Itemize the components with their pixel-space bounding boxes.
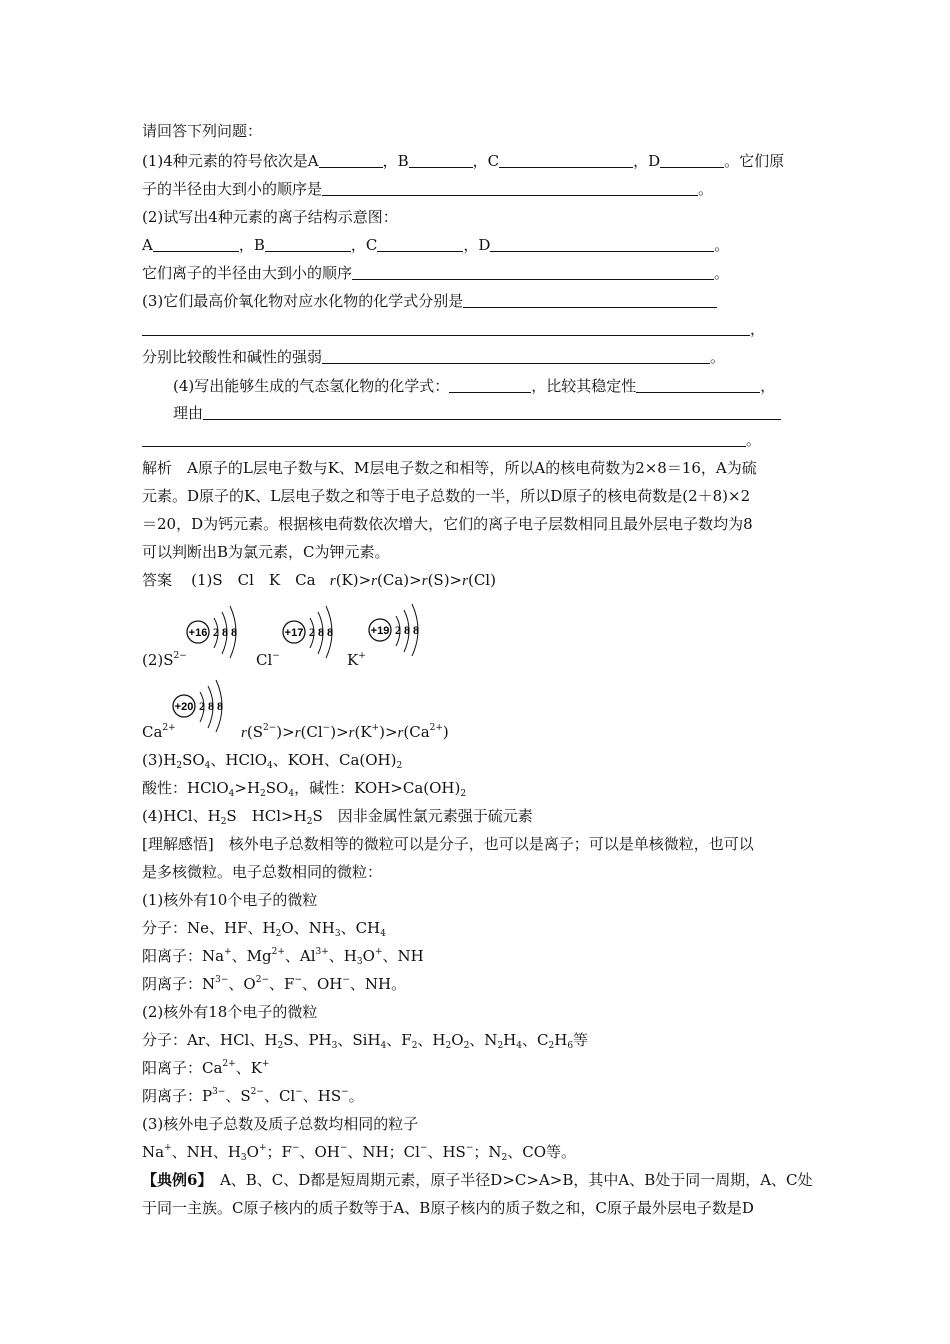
text: S 因非金属性氯元素强于硫元素 xyxy=(312,807,533,825)
sub: 2 xyxy=(220,817,227,827)
text: 、C xyxy=(522,1031,549,1049)
q3-compare-line xyxy=(142,347,725,367)
text: S、PH xyxy=(283,1031,332,1049)
text: 、KOH、Ca(OH) xyxy=(272,751,397,769)
sup: 2− xyxy=(255,975,270,985)
sup: 3− xyxy=(212,1087,226,1097)
q2-d: ，D xyxy=(463,236,491,254)
nucleus-label: +20 xyxy=(174,701,194,713)
text: O xyxy=(451,1031,464,1049)
ion-diagram-s xyxy=(184,598,254,660)
analysis-line1: 解析 A原子的L层电子数与K、M层电子数之和相等，所以A的核电荷数为2×8＝16，A为硫 xyxy=(142,459,757,477)
order-ca: (Ca xyxy=(403,723,430,741)
r-symbol: r xyxy=(462,573,468,589)
text: 、S xyxy=(225,1087,251,1105)
q1-radius-text: 子的半径由大到小的顺序是 xyxy=(142,180,323,198)
text: ；N xyxy=(473,1143,502,1161)
text: 、Al xyxy=(284,947,316,965)
text: 阴离子：N xyxy=(142,975,216,993)
q3-blank-2[interactable] xyxy=(142,321,750,336)
text: ；F xyxy=(266,1143,292,1161)
sup: − xyxy=(339,1143,348,1153)
q1-blank-d[interactable] xyxy=(660,153,724,168)
sub: 2 xyxy=(501,1153,508,1163)
ion-k-charge: + xyxy=(358,651,366,661)
insight-cations-18 xyxy=(142,1058,269,1078)
text: SO xyxy=(182,751,205,769)
text: O、NH xyxy=(281,919,335,937)
example-line2: 于同一主族。C原子核内的质子数等于A、B原子核内的质子数之和，C原子最外层电子数是D xyxy=(142,1199,754,1217)
sub: 2 xyxy=(260,789,266,799)
r-s: (S)> xyxy=(427,571,463,589)
sub: 4 xyxy=(267,761,273,771)
sub: 2 xyxy=(275,929,282,939)
q2-title: (2)试写出4种元素的离子结构示意图： xyxy=(142,208,398,226)
ion-k: K xyxy=(347,651,359,669)
q4-title: (4)写出能够生成的气态氢化物的化学式： xyxy=(173,377,450,395)
text: 。 xyxy=(348,1087,364,1105)
answer-4 xyxy=(142,806,533,826)
answer-2-number: (2) xyxy=(142,651,164,669)
sub: 2 xyxy=(411,1041,418,1051)
text: H xyxy=(503,1031,517,1049)
text: 、OH xyxy=(301,975,343,993)
text: Na xyxy=(142,1143,165,1161)
ion-ca-charge: 2+ xyxy=(162,723,176,733)
text: 、NH；Cl xyxy=(347,1143,420,1161)
shell-electrons: 2 8 8 xyxy=(395,623,419,637)
ion-cl-label xyxy=(256,650,280,670)
text: >H xyxy=(234,779,261,797)
r-symbol: r xyxy=(421,573,428,589)
q3-compare: 分别比较酸性和碱性的强弱 xyxy=(142,348,323,366)
q1-blank-radius[interactable] xyxy=(322,181,698,196)
ion-diagram-ca xyxy=(170,672,240,734)
example-text-1: A、B、C、D都是短周期元素，原子半径D>C>A>B，其中A、B处于同一周期，A、C处 xyxy=(204,1171,813,1189)
q2-blank-b[interactable] xyxy=(265,237,351,252)
insight-cations-10 xyxy=(142,946,424,966)
q4-line xyxy=(173,376,775,396)
text: H xyxy=(554,1031,568,1049)
q4-blank-3[interactable] xyxy=(203,405,781,420)
text: 阳离子：Ca xyxy=(142,1059,223,1077)
order-gt: )> xyxy=(276,723,295,741)
q2-blank-radius[interactable] xyxy=(352,265,714,280)
insight-t18: (2)核外有18个电子的微粒 xyxy=(142,1003,318,1021)
shell-electrons: 2 8 8 xyxy=(199,699,223,713)
ion-diagram-k xyxy=(366,596,436,658)
q3-comma: ， xyxy=(750,320,766,338)
answer-1-symbols: (1)S Cl K Ca xyxy=(191,571,316,589)
sup: − xyxy=(295,1087,303,1097)
text: 、N xyxy=(469,1031,498,1049)
q4-end: 。 xyxy=(746,431,762,449)
q3-blank-3[interactable] xyxy=(322,349,710,364)
text: 阳离子：Na xyxy=(142,947,225,965)
q4-reason: 理由 xyxy=(173,404,204,422)
text: 、F xyxy=(269,975,295,993)
q2-blank-a[interactable] xyxy=(153,237,239,252)
text: 、F xyxy=(386,1031,412,1049)
r-symbol: r xyxy=(371,573,378,589)
r-symbol: r xyxy=(241,725,247,741)
insight-anions-18 xyxy=(142,1086,364,1106)
ion-ca: Ca xyxy=(142,723,163,741)
order-s: (S xyxy=(246,723,263,741)
ion-cl: Cl xyxy=(256,651,273,669)
sub: 3 xyxy=(334,929,341,939)
q3-end: 。 xyxy=(710,348,726,366)
order-gt: )> xyxy=(330,723,349,741)
text: 、OH xyxy=(299,1143,340,1161)
q1-a: (1)4种元素的符号依次是A xyxy=(142,152,319,170)
sub: 4 xyxy=(516,1041,522,1051)
q1-b: ，B xyxy=(382,152,409,170)
ion-ca-label xyxy=(142,722,176,742)
text: 、SiH xyxy=(337,1031,381,1049)
nucleus-label: +16 xyxy=(188,627,208,639)
sub: 4 xyxy=(380,929,386,939)
r-symbol: r xyxy=(294,725,301,741)
q4-blank-2[interactable] xyxy=(636,378,760,393)
q4-mid: ，比较其稳定性 xyxy=(531,377,637,395)
sub: 3 xyxy=(356,957,363,967)
sub: 2 xyxy=(497,1041,504,1051)
ion-diagram-cl xyxy=(280,598,350,660)
r-symbol: r xyxy=(397,725,404,741)
ion-s-charge: 2− xyxy=(173,651,187,661)
q1-d: ，D xyxy=(633,152,661,170)
q2-radius-line xyxy=(142,263,729,283)
q3-title-line xyxy=(142,291,717,311)
text: 、H xyxy=(328,947,357,965)
example-line1 xyxy=(142,1170,813,1190)
text: (3)H xyxy=(142,751,177,769)
q2-line xyxy=(142,235,729,255)
sub: 2 xyxy=(306,817,313,827)
sup: + xyxy=(261,1059,270,1069)
insight-line1: [理解感悟] 核外电子总数相等的微粒可以是分子，也可以是离子；可以是单核微粒，也可以 xyxy=(142,835,754,853)
sup: − xyxy=(341,1087,349,1097)
shell-electrons: 2 8 8 xyxy=(213,625,237,639)
analysis-line3: ＝20，D为钙元素。根据核电荷数依次增大，它们的离子电子层数相同且最外层电子数均为8 xyxy=(142,515,753,533)
analysis-line2: 元素。D原子的K、L层电子数之和等于电子总数的一半，所以D原子的核电荷数是(2＋8)×2 xyxy=(142,487,751,505)
sup: − xyxy=(294,975,302,985)
ion-s: S xyxy=(163,651,174,669)
ion-radius-order xyxy=(241,722,449,743)
q2-b: ，B xyxy=(238,236,265,254)
q1-blank-b[interactable] xyxy=(409,153,473,168)
nucleus-label: +17 xyxy=(284,627,304,639)
sub: 2 xyxy=(277,1041,284,1051)
q2-blank-c[interactable] xyxy=(377,237,463,252)
q2-blank-d[interactable] xyxy=(490,237,714,252)
answer-3-compare xyxy=(142,778,466,798)
text: 、HClO xyxy=(210,751,268,769)
q1-blank-c[interactable] xyxy=(499,153,633,168)
q1-line xyxy=(142,151,784,171)
text: 、HS xyxy=(427,1143,466,1161)
order-ca-charge: 2+ xyxy=(429,723,443,733)
q4-blank-4[interactable] xyxy=(142,432,746,447)
text: 酸性：HClO xyxy=(142,779,229,797)
r-symbol: r xyxy=(348,725,355,741)
q4-reason-line xyxy=(173,403,781,423)
insight-anions-10 xyxy=(142,974,406,994)
sup: + xyxy=(374,947,383,957)
sub: 2 xyxy=(396,761,403,771)
q3-title: (3)它们最高价氧化物对应水化物的化学式分别是 xyxy=(142,292,464,310)
ion-k-label xyxy=(347,650,366,670)
order-k-charge: + xyxy=(371,723,380,733)
sup: 2+ xyxy=(271,947,285,957)
text: (4)HCl、H xyxy=(142,807,221,825)
text: 、CH xyxy=(340,919,381,937)
q4-line3 xyxy=(142,430,761,450)
sup: − xyxy=(465,1143,474,1153)
text: 、HS xyxy=(302,1087,342,1105)
sup: + xyxy=(224,947,232,957)
insight-t3: (3)核外电子总数及质子总数均相同的粒子 xyxy=(142,1115,419,1133)
q1-line2 xyxy=(142,179,713,199)
text: O xyxy=(246,1143,259,1161)
insight-molecules-10 xyxy=(142,918,386,938)
text: ，碱性：KOH>Ca(OH) xyxy=(294,779,461,797)
q1-tail: 。它们原 xyxy=(724,152,785,170)
text: S HCl>H xyxy=(226,807,307,825)
order-k: (K xyxy=(354,723,372,741)
shell-electrons: 2 8 8 xyxy=(309,625,333,639)
sup: − xyxy=(291,1143,300,1153)
nucleus-label: +19 xyxy=(370,625,390,637)
text: 分子：Ne、HF、H xyxy=(142,919,276,937)
r-k: (K)> xyxy=(335,571,372,589)
text: 、H xyxy=(417,1031,446,1049)
order-s-charge: 2− xyxy=(262,723,277,733)
text: 、Cl xyxy=(263,1087,296,1105)
sub: 2 xyxy=(176,761,183,771)
sup: 3− xyxy=(215,975,229,985)
sup: − xyxy=(342,975,350,985)
order-cl: (Cl xyxy=(300,723,323,741)
q2-a: A xyxy=(142,236,153,254)
sub: 4 xyxy=(204,761,211,771)
text: 等 xyxy=(573,1031,589,1049)
text: 阴离子：P xyxy=(142,1087,213,1105)
q-intro: 请回答下列问题： xyxy=(142,122,263,140)
sup: 3+ xyxy=(315,947,329,957)
sup: 2− xyxy=(250,1087,264,1097)
q3-line2 xyxy=(142,319,765,339)
sup: 2+ xyxy=(222,1059,236,1069)
sub: 2 xyxy=(445,1041,452,1051)
q1-end: 。 xyxy=(698,180,714,198)
q1-c: ，C xyxy=(472,152,500,170)
sub: 3 xyxy=(331,1041,338,1051)
analysis-line4: 可以判断出B为氯元素，C为钾元素。 xyxy=(142,543,390,561)
text: 、O xyxy=(228,975,256,993)
answer-3 xyxy=(142,750,402,770)
sup: − xyxy=(419,1143,428,1153)
text: O xyxy=(362,947,375,965)
insight-line2: 是多核微粒。电子总数相同的微粒： xyxy=(142,863,383,881)
text: 、K xyxy=(235,1059,262,1077)
q2-radius-end: 。 xyxy=(714,264,730,282)
q2-end: 。 xyxy=(714,236,730,254)
answer-label: 答案 xyxy=(142,571,173,589)
sub: 2 xyxy=(548,1041,555,1051)
text: 、NH、H xyxy=(171,1143,241,1161)
sub: 4 xyxy=(380,1041,387,1051)
q4-blank-1[interactable] xyxy=(449,378,531,393)
order-cl-charge: − xyxy=(322,723,331,733)
order-close: ) xyxy=(442,723,449,741)
r-symbol: r xyxy=(329,573,336,589)
answer-1 xyxy=(142,570,496,591)
q1-blank-a[interactable] xyxy=(319,153,383,168)
sub: 6 xyxy=(567,1041,574,1051)
sub: 4 xyxy=(228,789,235,799)
answer-2-prefix xyxy=(142,650,187,670)
text: 、NH。 xyxy=(349,975,407,993)
insight-molecules-18 xyxy=(142,1030,588,1050)
sub: 3 xyxy=(240,1153,247,1163)
text: 、NH xyxy=(382,947,424,965)
ion-cl-charge: − xyxy=(272,651,280,661)
text: 、Mg xyxy=(231,947,272,965)
sub: 2 xyxy=(463,1041,470,1051)
q4-comma: ， xyxy=(760,377,776,395)
text: 、CO等。 xyxy=(507,1143,577,1161)
sup: + xyxy=(164,1143,172,1153)
q3-blank-1[interactable] xyxy=(463,293,717,308)
q2-radius-text: 它们离子的半径由大到小的顺序 xyxy=(142,264,353,282)
order-gt: )> xyxy=(379,723,398,741)
example-tag: 【典例6】 xyxy=(142,1171,205,1189)
sup: + xyxy=(258,1143,267,1153)
q2-c: ，C xyxy=(350,236,378,254)
insight-t10: (1)核外有10个电子的微粒 xyxy=(142,891,318,909)
sub: 2 xyxy=(460,789,467,799)
r-cl: (Cl) xyxy=(467,571,496,589)
sub: 4 xyxy=(288,789,295,799)
r-ca: (Ca)> xyxy=(377,571,422,589)
insight-same-particles xyxy=(142,1142,576,1162)
text: 分子：Ar、HCl、H xyxy=(142,1031,278,1049)
text: SO xyxy=(265,779,289,797)
